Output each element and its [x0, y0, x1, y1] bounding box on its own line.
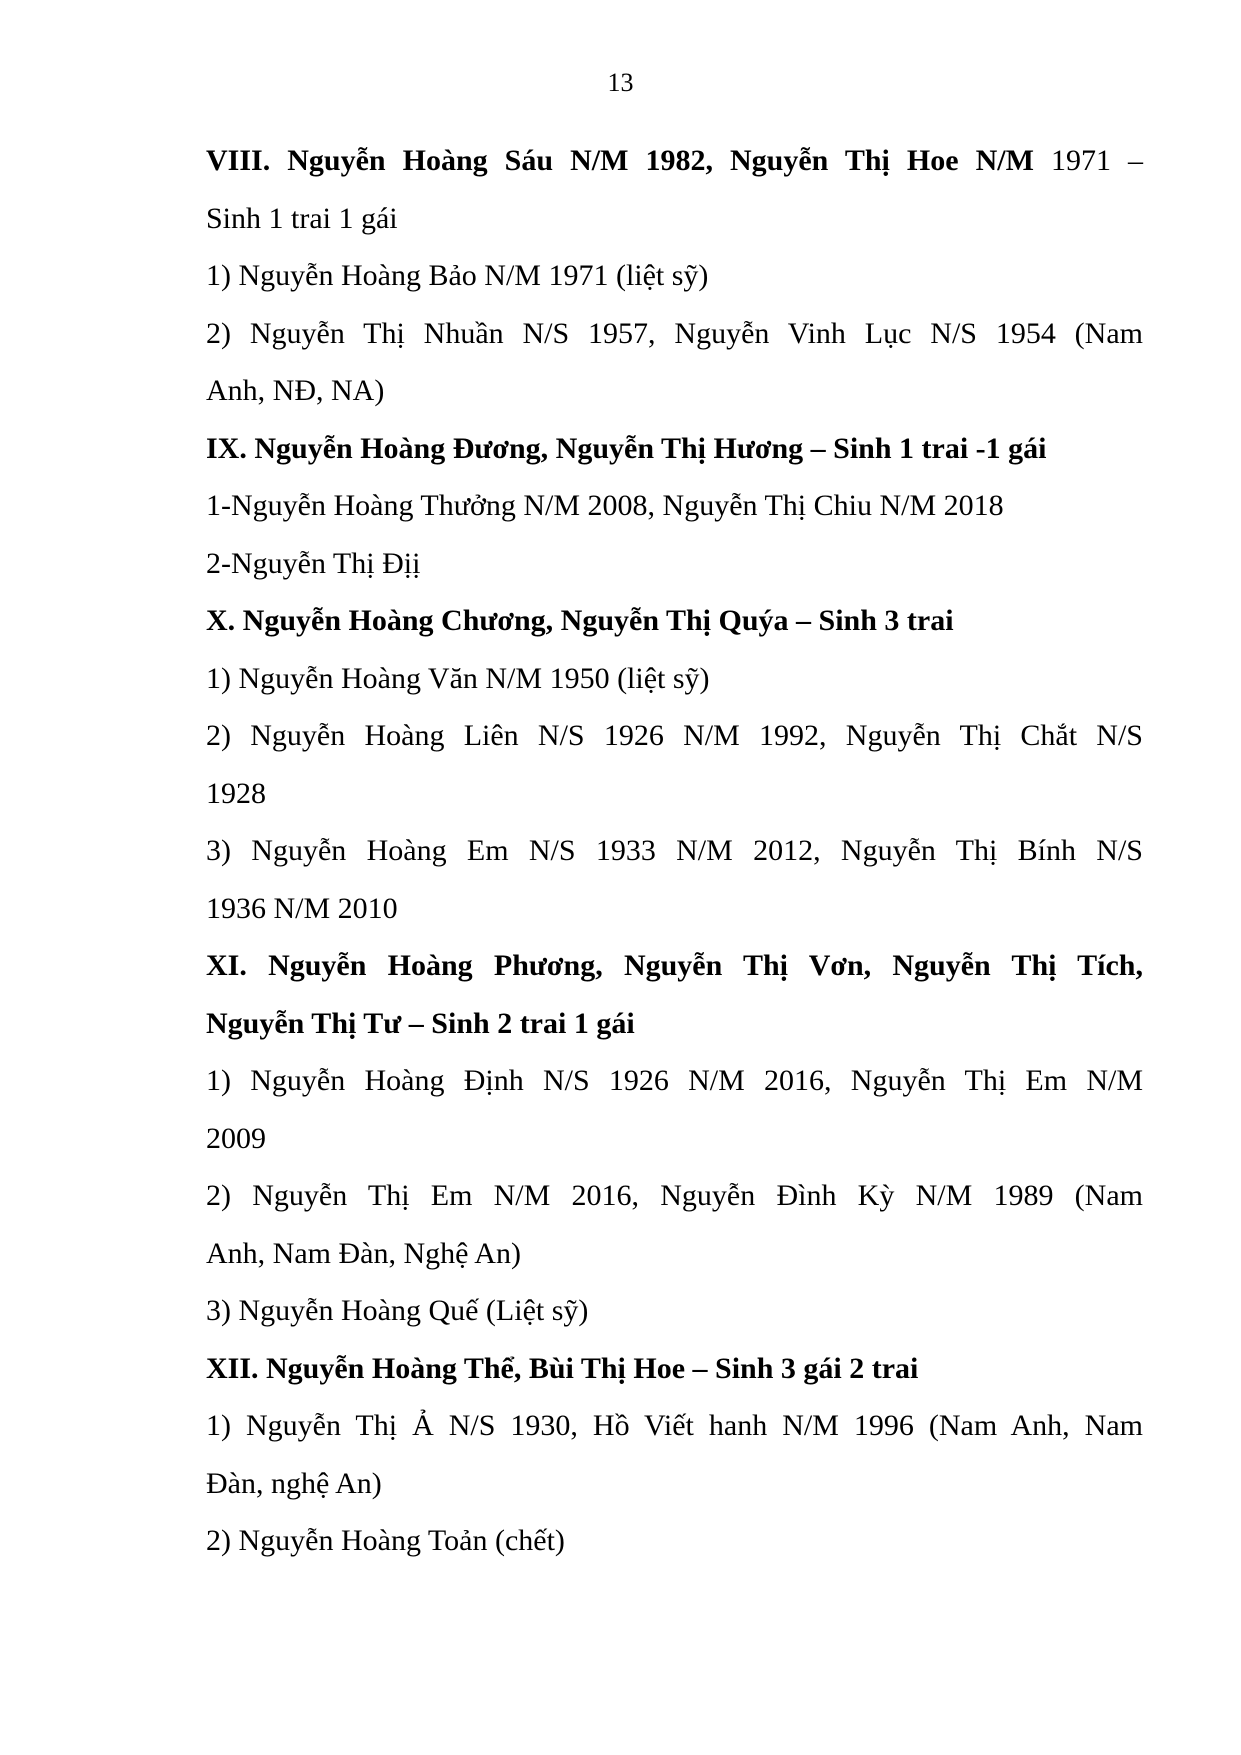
list-item: 1-Nguyễn Hoàng Thưởng N/M 2008, Nguyễn Thị Chiu N/M 2018	[206, 489, 1004, 522]
section-heading-viii	[206, 132, 1143, 190]
list-item-continuation: 1928	[206, 776, 266, 810]
section-heading-x: X. Nguyễn Hoàng Chương, Nguyễn Thị Quýa – Sinh 3 trai	[206, 604, 954, 637]
heading-xi-continuation: Nguyễn Thị Tư – Sinh 2 trai 1 gái	[206, 1006, 635, 1040]
list-item: 3) Nguyễn Hoàng Em N/S 1933 N/M 2012, Nguyễn Thị Bính N/S	[206, 834, 1143, 867]
list-item: 2) Nguyễn Hoàng Toản (chết)	[206, 1524, 565, 1557]
list-item: 1) Nguyễn Hoàng Định N/S 1926 N/M 2016, Nguyễn Thị Em N/M	[206, 1064, 1143, 1097]
list-item-continuation: 1936 N/M 2010	[206, 891, 398, 925]
heading-viii-rest: 1971 –	[1033, 144, 1144, 177]
list-item: 1) Nguyễn Hoàng Văn N/M 1950 (liệt sỹ)	[206, 661, 710, 695]
list-item: 2-Nguyễn Thị Địị	[206, 546, 421, 580]
list-item: 2) Nguyễn Thị Em N/M 2016, Nguyễn Đình Kỳ N/M 1989 (Nam	[206, 1179, 1143, 1212]
section-heading-xii: XII. Nguyễn Hoàng Thể, Bùi Thị Hoe – Sinh 3 gái 2 trai	[206, 1351, 919, 1385]
document-body	[206, 132, 1143, 1570]
list-item-continuation: Đàn, nghệ An)	[206, 1466, 382, 1500]
section-heading-xi: XI. Nguyễn Hoàng Phương, Nguyễn Thị Vơn, Nguyễn Thị Tích,	[206, 949, 1143, 982]
list-item: 2) Nguyễn Hoàng Liên N/S 1926 N/M 1992, Nguyễn Thị Chắt N/S	[206, 719, 1143, 752]
list-item-continuation: Anh, NĐ, NA)	[206, 374, 385, 407]
list-item: 3) Nguyễn Hoàng Quế (Liệt sỹ)	[206, 1294, 589, 1327]
heading-viii-bold: VIII. Nguyễn Hoàng Sáu N/M 1982, Nguyễn Thị Hoe N/M	[206, 144, 1034, 177]
list-item: 2) Nguyễn Thị Nhuần N/S 1957, Nguyễn Vinh Lục N/S 1954 (Nam	[206, 316, 1143, 350]
list-item: 1) Nguyễn Hoàng Bảo N/M 1971 (liệt sỹ)	[206, 259, 709, 292]
heading-viii-continuation: Sinh 1 trai 1 gái	[206, 201, 398, 235]
list-item-continuation: Anh, Nam Đàn, Nghệ An)	[206, 1236, 521, 1270]
list-item-continuation: 2009	[206, 1121, 266, 1155]
list-item: 1) Nguyễn Thị Ả N/S 1930, Hồ Viết hanh N/M 1996 (Nam Anh, Nam	[206, 1409, 1143, 1442]
section-heading-ix: IX. Nguyễn Hoàng Đương, Nguyễn Thị Hương – Sinh 1 trai -1 gái	[206, 431, 1047, 465]
page-number: 13	[607, 68, 634, 97]
